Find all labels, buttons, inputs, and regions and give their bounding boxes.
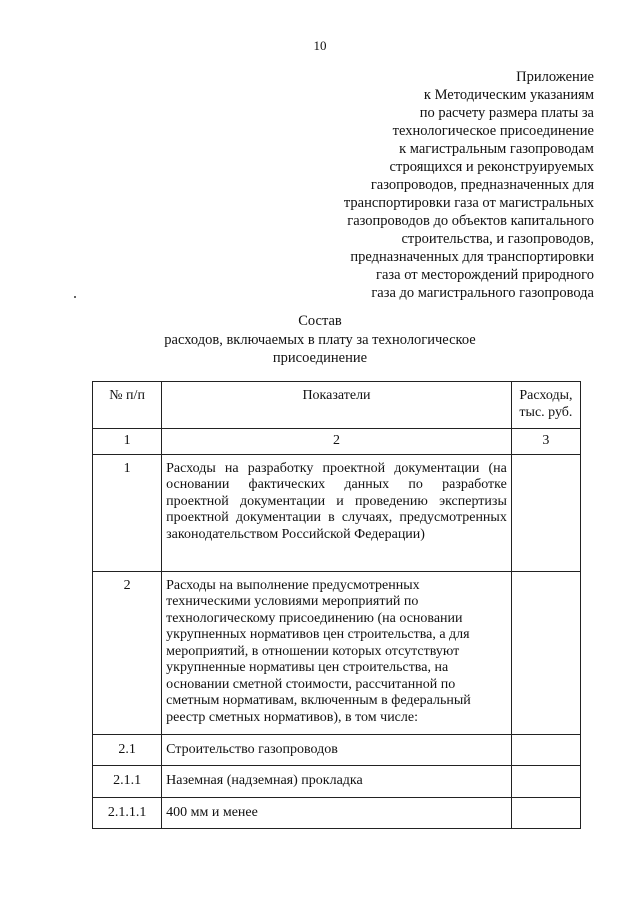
appendix-line: газа от месторождений природного	[376, 267, 594, 283]
row-number: 2.1.1	[93, 766, 162, 798]
table-row	[93, 571, 581, 734]
row-number: 2.1	[93, 734, 162, 766]
table-row	[93, 734, 581, 766]
appendix-line: транспортировки газа от магистральных	[343, 195, 594, 211]
appendix-line: к магистральным газопроводам	[399, 141, 594, 157]
table-header-row	[93, 382, 581, 429]
column-numbering-row	[93, 429, 581, 455]
appendix-line: Приложение	[516, 69, 594, 85]
row-description: Наземная (надземная) прокладка	[162, 766, 512, 798]
expenses-table	[92, 381, 581, 829]
header-expenses-line: Расходы,	[519, 388, 573, 403]
row-value	[511, 766, 580, 798]
page-number: 10	[313, 38, 327, 53]
header-expenses	[511, 382, 580, 429]
document-title	[0, 312, 640, 368]
appendix-line: к Методическим указаниям	[423, 87, 594, 103]
row-description: Расходы на выполнение предусмотренных техническими условиями мероприятий по технологическому присоединению (на основании укрупненных нормативов цен строительства, а для мероприятий, в отношении которых отсутствуют укрупненные нормативы цен строительства, на основании сметной стоимости, рассчитанной по сметным нормативам, включенным в федеральный реестр сметных нормативов), в том числе:	[162, 571, 512, 734]
row-value	[511, 454, 580, 571]
appendix-line: предназначенных для транспортировки	[350, 249, 594, 265]
title-line: Состав	[298, 313, 342, 329]
appendix-line: строительства, и газопроводов,	[401, 231, 594, 247]
row-number: 2	[93, 571, 162, 734]
appendix-line: газа до магистрального газопровода	[371, 285, 594, 301]
row-value	[511, 571, 580, 734]
row-description: Строительство газопроводов	[162, 734, 512, 766]
column-number: 2	[162, 429, 512, 455]
column-number: 1	[93, 429, 162, 455]
appendix-line: по расчету размера платы за	[419, 105, 594, 121]
header-expenses-line: тыс. руб.	[519, 404, 573, 420]
appendix-block	[294, 68, 594, 302]
row-value	[511, 734, 580, 766]
scan-speck	[74, 296, 76, 298]
appendix-line: газопроводов до объектов капитального	[347, 213, 594, 229]
row-description: 400 мм и менее	[162, 797, 512, 829]
table-row	[93, 797, 581, 829]
row-value	[511, 797, 580, 829]
appendix-line: технологическое присоединение	[392, 123, 594, 139]
header-indicators: Показатели	[162, 382, 512, 429]
header-number: № п/п	[93, 382, 162, 429]
row-number: 1	[93, 454, 162, 571]
table-row	[93, 766, 581, 798]
title-line: расходов, включаемых в плату за технологическое	[164, 331, 476, 348]
column-number: 3	[511, 429, 580, 455]
table-row	[93, 454, 581, 571]
row-number: 2.1.1.1	[93, 797, 162, 829]
appendix-line: строящихся и реконструируемых	[389, 159, 594, 175]
title-line: присоединение	[272, 350, 368, 366]
appendix-line: газопроводов, предназначенных для	[370, 177, 594, 193]
row-description: Расходы на разработку проектной документации (на основании фактических данных по разработке проектной документации и проведению экспертизы проектной документации в случаях, предусмотренных законодательством Российской Федерации)	[162, 454, 512, 571]
